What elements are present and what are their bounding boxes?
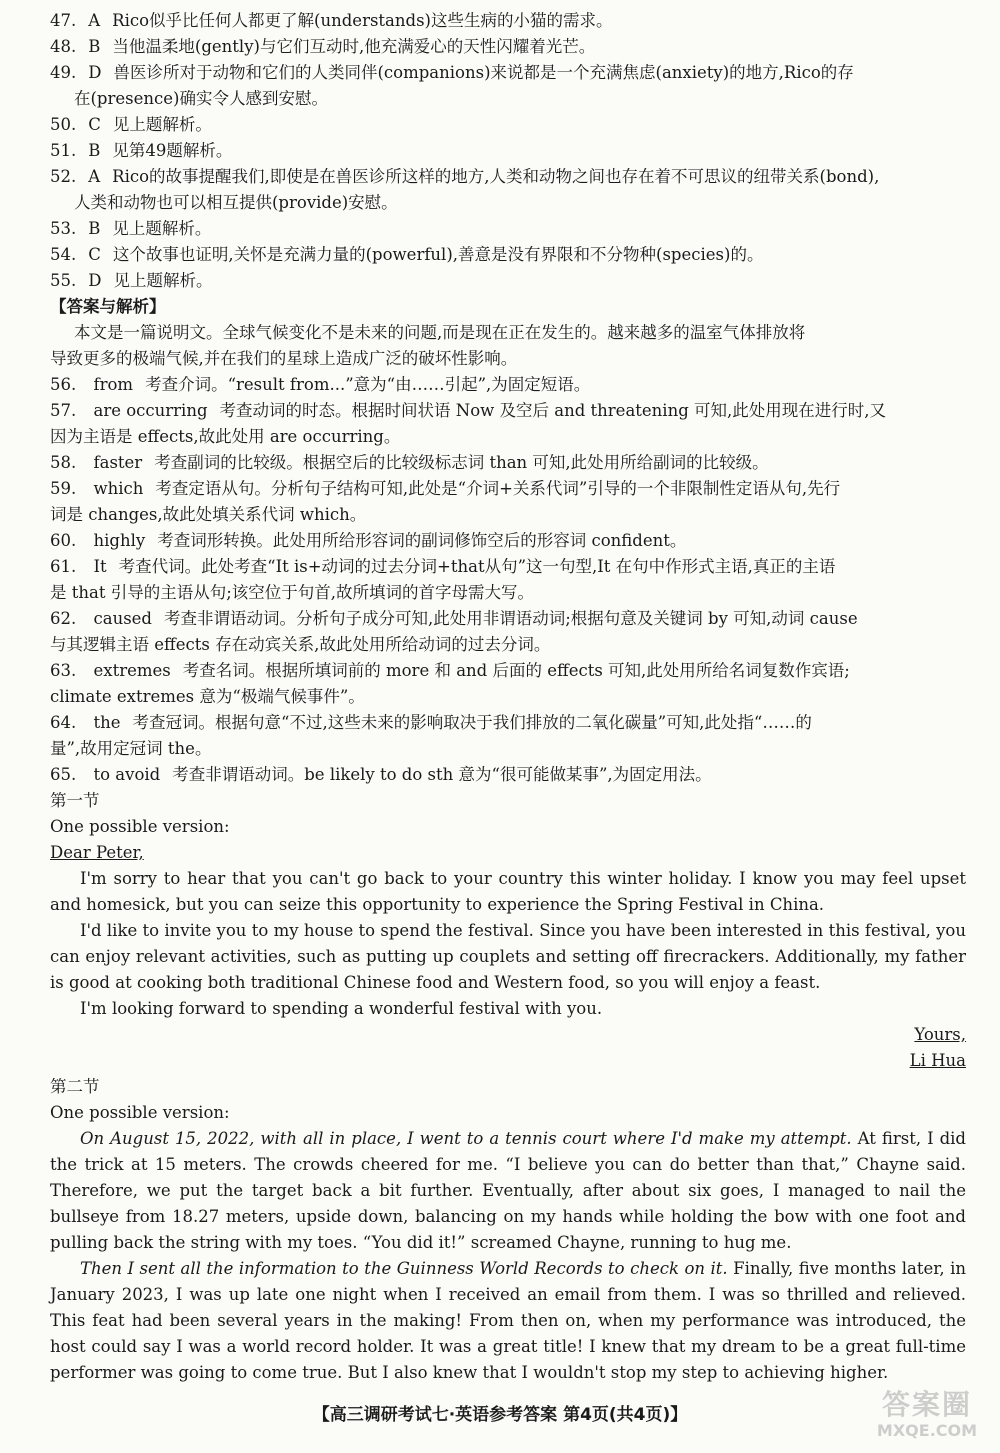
- answer-list-b: [50, 372, 966, 788]
- letter-paragraph: I'd like to invite you to my house to spend the festival. Since you have been interested in this festival, you can enjoy relevant activities, such as putting up couplets and setting off firecrackers. Additionally, my father is good at cooking both traditional Chinese food and Western food, so you will enjoy a feast.: [50, 921, 966, 992]
- letter-closing: Yours,: [914, 1025, 966, 1044]
- answer-item: 47. A Rico似乎比任何人都更了解(understands)这些生病的小猫的需求。: [50, 11, 613, 30]
- answer-item: 56. from 考查介词。“result from...”意为“由……引起”,为固定短语。: [50, 375, 591, 394]
- answer-heading: 【答案与解析】: [50, 297, 166, 316]
- answer-item: 58. faster 考查副词的比较级。根据空后的比较级标志词 than 可知,此处用所给副词的比较级。: [50, 453, 769, 472]
- watermark-url: MXQE.COM: [876, 1421, 978, 1440]
- section-1-heading: 第一节: [50, 791, 100, 810]
- section-2-heading: 第二节: [50, 1077, 100, 1096]
- answer-item: 54. C 这个故事也证明,关怀是充满力量的(powerful),善意是没有界限和不分物种(species)的。: [50, 245, 764, 264]
- answer-item-continuation: 人类和动物也可以相互提供(provide)安慰。: [74, 193, 398, 212]
- answer-item: 53. B 见上题解析。: [50, 219, 212, 238]
- answer-item: 49. D 兽医诊所对于动物和它们的人类同伴(companions)来说都是一个充满焦虑(anxiety)的地方,Rico的存: [50, 63, 854, 82]
- answer-item: 63. extremes 考查名词。根据所填词前的 more 和 and 后面的 effects 可知,此处用所给名词复数作宾语;: [50, 661, 850, 680]
- answer-item: 60. highly 考查词形转换。此处用所给形容词的副词修饰空后的形容词 confident。: [50, 531, 687, 550]
- section-1: [50, 788, 966, 1074]
- answer-list-a: [50, 8, 966, 294]
- answer-item-continuation: 因为主语是 effects,故此处用 are occurring。: [50, 427, 401, 446]
- answer-item: 55. D 见上题解析。: [50, 271, 213, 290]
- answer-item-continuation: climate extremes 意为“极端气候事件”。: [50, 687, 365, 706]
- answer-page: [50, 8, 966, 1386]
- section-2-version: One possible version:: [50, 1103, 230, 1122]
- answer-item-continuation: 是 that 引导的主语从句;该空位于句首,故所填词的首字母需大写。: [50, 583, 535, 602]
- answer-item: 64. the 考查冠词。根据句意“不过,这些未来的影响取决于我们排放的二氧化碳量”可知,此处指“……的: [50, 713, 812, 732]
- section-2: [50, 1074, 966, 1386]
- answer-item-continuation: 在(presence)确实令人感到安慰。: [74, 89, 328, 108]
- answer-item-continuation: 量”,故用定冠词 the。: [50, 739, 212, 758]
- story-paragraph: Then I sent all the information to the Guinness World Records to check on it. Finally, five months later, in January 2023, I was up late one night when I received an email from them. I was so thrilled and relieved. This feat had been several years in the making! From then on, when my performance was introduced, the host could say I was a world record holder. It was a great title! I knew that my dream to be a great full-time performer was going to come true. But I also knew that I wouldn't stop my step to achieving higher.: [50, 1259, 966, 1382]
- answer-item: 57. are occurring 考查动词的时态。根据时间状语 Now 及空后 and threatening 可知,此处用现在进行时,又: [50, 401, 887, 420]
- answer-item: 51. B 见第49题解析。: [50, 141, 233, 160]
- answer-item: 65. to avoid 考查非谓语动词。be likely to do sth 意为“很可能做某事”,为固定用法。: [50, 765, 712, 784]
- watermark-logo: 答案圈: [881, 1388, 972, 1421]
- letter-paragraph: I'm sorry to hear that you can't go back to your country this winter holiday. I know you may feel upset and homesick, but you can seize this opportunity to experience the Spring Festival in China.: [50, 869, 966, 914]
- answer-item: 59. which 考查定语从句。分析句子结构可知,此处是“介词+关系代词”引导的一个非限制性定语从句,先行: [50, 479, 841, 498]
- answer-item-continuation: 词是 changes,故此处填关系代词 which。: [50, 505, 367, 524]
- answer-item: 50. C 见上题解析。: [50, 115, 212, 134]
- answer-item-continuation: 与其逻辑主语 effects 存在动宾关系,故此处用所给动词的过去分词。: [50, 635, 551, 654]
- answer-item: 52. A Rico的故事提醒我们,即使是在兽医诊所这样的地方,人类和动物之间也存在着不可思议的纽带关系(bond),: [50, 167, 880, 186]
- answer-item: 62. caused 考查非谓语动词。分析句子成分可知,此处用非谓语动词;根据句意及关键词 by 可知,动词 cause: [50, 609, 858, 628]
- page-footer: 【高三调研考试七·英语参考答案 第4页(共4页)】: [312, 1405, 688, 1425]
- answer-item: 48. B 当他温柔地(gently)与它们互动时,他充满爱心的天性闪耀着光芒。: [50, 37, 596, 56]
- section-1-version: One possible version:: [50, 817, 230, 836]
- letter-signature: Li Hua: [909, 1051, 966, 1070]
- story-paragraph: On August 15, 2022, with all in place, I went to a tennis court where I'd make my attempt. At first, I did the trick at 15 meters. The crowds cheered for me. “I believe you can do better than that,” Chayne said. Therefore, we put the target back a bit further. Eventually, after about six goes, I managed to nail the bullseye from 18.27 meters, upside down, balancing on my hands while holding the bow with one foot and pulling back the string with my toes. “You did it!” screamed Chayne, running to hug me.: [50, 1129, 966, 1252]
- letter-paragraph: I'm looking forward to spending a wonderful festival with you.: [80, 999, 603, 1018]
- answer-item: 61. It 考查代词。此处考查“It is+动词的过去分词+that从句”这一句型,It 在句中作形式主语,真正的主语: [50, 557, 836, 576]
- site-watermark: [862, 1388, 992, 1448]
- intro-line: 本文是一篇说明文。全球气候变化不是未来的问题,而是现在正在发生的。越来越多的温室气体排放将: [74, 323, 806, 342]
- intro-line: 导致更多的极端气候,并在我们的星球上造成广泛的破坏性影响。: [50, 349, 518, 368]
- letter-salutation: Dear Peter,: [50, 843, 144, 862]
